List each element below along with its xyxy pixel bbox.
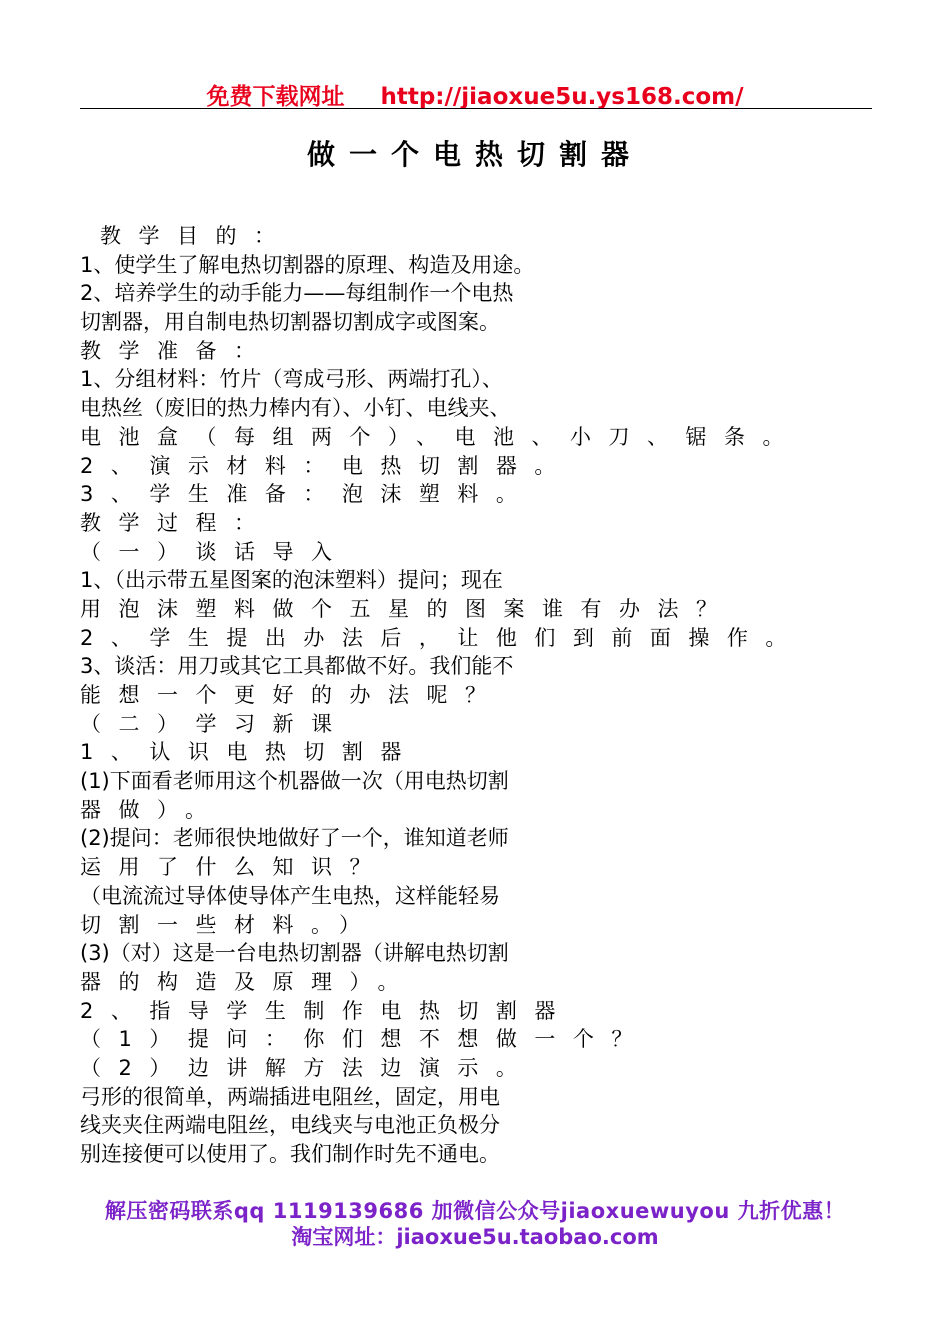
text-line: 1、认识电热切割器: [80, 740, 419, 765]
text-line: 2、学生提出办法后，让他们到前面操作。: [80, 625, 804, 650]
text-line: （电流流过导体使导体产生电热，这样能轻易: [80, 883, 500, 908]
document-title: 做一个电热切割器: [306, 138, 643, 171]
text-line: 别连接便可以使用了。我们制作时先不通电。: [80, 1142, 500, 1166]
text-line: （1）提问：你们想不想做一个？: [80, 1027, 650, 1052]
text-line: (2)提问：老师很快地做好了一个，谁知道老师: [80, 826, 509, 851]
text-line: (3)（对）这是一台电热切割器（讲解电热切割: [80, 941, 509, 966]
text-line: 3、谈活：用刀或其它工具都做不好。我们能不: [80, 654, 514, 679]
text-line: 1、分组材料：竹片（弯成弓形、两端打孔）、: [80, 367, 503, 392]
lesson-body: [80, 222, 880, 1169]
text-line: (1)下面看老师用这个机器做一次（用电热切割: [80, 769, 509, 794]
download-label: 免费下载网址: [206, 84, 345, 110]
text-line: （一）谈话导入: [80, 539, 350, 564]
text-line: 教学目的：: [100, 224, 293, 248]
text-line: 切割一些材料。）: [80, 912, 378, 937]
text-line: 用泡沫塑料做个五星的图案谁有办法？: [80, 596, 735, 621]
text-line: 教学过程：: [80, 510, 273, 535]
text-line: 1、（出示带五星图案的泡沫塑料）提问；现在: [80, 568, 503, 593]
header-divider: [80, 108, 872, 109]
text-line: 器的构造及原理）。: [80, 969, 416, 994]
text-line: 2、培养学生的动手能力——每组制作一个电热: [80, 281, 514, 306]
text-line: 弓形的很简单，两端插进电阻丝，固定，用电: [80, 1084, 500, 1109]
text-line: 2、演示材料：电热切割器。: [80, 453, 573, 478]
text-line: 电池盒（每组两个）、电池、小刀、锯条。: [80, 424, 801, 449]
text-line: 能想一个更好的办法呢？: [80, 683, 504, 707]
text-line: 切割器，用自制电热切割器切割成字或图案。: [80, 310, 500, 335]
text-line: 线夹夹住两端电阻丝，电线夹与电池正负极分: [80, 1113, 500, 1138]
text-line: 运用了什么知识？: [80, 855, 388, 880]
contact-footer: [0, 1198, 950, 1250]
text-line: 电热丝（废旧的热力棒内有）、小钉、电线夹、: [80, 396, 511, 421]
text-line: 器做）。: [80, 797, 224, 822]
text-line: （2）边讲解方法边演示。: [80, 1055, 535, 1080]
text-line: 2、指导学生制作电热切割器: [80, 998, 573, 1023]
text-line: 3、学生准备：泡沫塑料。: [80, 482, 535, 507]
footer-shop-link[interactable]: 淘宝网址：jiaoxue5u.taobao.com: [291, 1225, 659, 1249]
text-line: 1、使学生了解电热切割器的原理、构造及用途。: [80, 252, 535, 277]
download-header: [80, 78, 870, 111]
download-url-link[interactable]: http://jiaoxue5u.ys168.com/: [380, 84, 744, 110]
text-line: 教学准备：: [80, 338, 273, 363]
footer-contact-line: 解压密码联系qq 1119139686 加微信公众号jiaoxuewuyou 九折优惠！: [104, 1199, 846, 1223]
text-line: （二）学习新课: [80, 711, 350, 736]
